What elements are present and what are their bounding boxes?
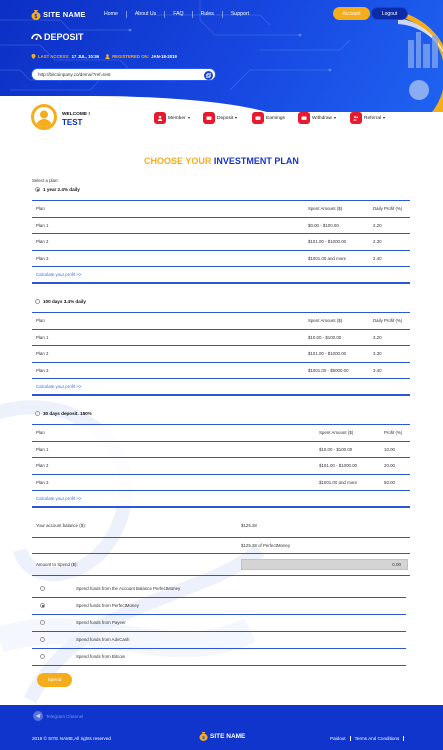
table-header-profit: Profit (%) bbox=[380, 425, 410, 442]
balance-label: Your account balance ($): bbox=[32, 515, 237, 537]
plan-option-1[interactable] bbox=[35, 187, 80, 192]
cell: $101.00 - $1000.00 bbox=[315, 458, 380, 475]
table-header-plan: Plan bbox=[32, 201, 304, 218]
cell: 3.30 bbox=[369, 346, 410, 363]
footer-site-name: SITE NAME bbox=[210, 732, 246, 740]
cell: 2.40 bbox=[369, 250, 410, 267]
cell: 3.40 bbox=[369, 362, 410, 379]
menu-deposit[interactable] bbox=[203, 112, 237, 124]
spend-option-row[interactable] bbox=[32, 597, 406, 614]
spend-option-row[interactable] bbox=[32, 648, 406, 665]
svg-text:$: $ bbox=[34, 13, 38, 20]
copyright: 2019 © SITE NAME,All rights reserved bbox=[32, 736, 111, 741]
table-row bbox=[32, 362, 410, 379]
cell: Plan 1 bbox=[32, 217, 304, 234]
site-name: SITE NAME bbox=[43, 10, 86, 19]
table-row bbox=[32, 234, 410, 251]
spend-option-radio[interactable] bbox=[40, 603, 45, 608]
menu-withdraw[interactable] bbox=[298, 112, 336, 124]
calculate-profit-link[interactable]: Calculate your profit >> bbox=[32, 267, 410, 284]
table-header-row bbox=[32, 313, 410, 330]
withdraw-icon bbox=[298, 112, 310, 124]
footer-links bbox=[330, 736, 404, 741]
last-access-label: LAST ACCESS: bbox=[38, 54, 70, 59]
cell: Plan 3 bbox=[32, 250, 304, 267]
earnings-icon bbox=[252, 112, 264, 124]
location-pin-icon bbox=[31, 54, 36, 59]
menu-earnings-label: Earnings bbox=[266, 115, 285, 121]
plan-1-table bbox=[32, 200, 410, 284]
spend-option-radio[interactable] bbox=[40, 654, 45, 659]
cell: $101.00 - $1000.00 bbox=[304, 234, 369, 251]
plan-2-table bbox=[32, 312, 410, 396]
page-title bbox=[31, 31, 84, 42]
plan-3-title: 30 days deposit. 150% bbox=[43, 411, 92, 416]
logout-button[interactable]: Logout bbox=[371, 7, 408, 20]
table-header-amount: Spent Amount ($) bbox=[304, 201, 369, 218]
cell: Plan 2 bbox=[32, 346, 304, 363]
table-row bbox=[32, 458, 410, 475]
cell: $1001.00 and more bbox=[304, 250, 369, 267]
nav-faq[interactable]: FAQ bbox=[165, 11, 192, 18]
cell: $0.00 - $100.00 bbox=[304, 217, 369, 234]
spend-option-radio[interactable] bbox=[40, 637, 45, 642]
username: TEST bbox=[62, 118, 83, 127]
spend-option-label: Spend funds from the Account Balance PerfectMoney bbox=[76, 580, 406, 597]
decorative-city-graphic bbox=[362, 10, 443, 112]
balance-row bbox=[32, 515, 410, 537]
table-row bbox=[32, 329, 410, 346]
chevron-down-icon bbox=[188, 117, 190, 119]
menu-referral-label: Referral bbox=[364, 115, 382, 121]
chevron-down-icon bbox=[334, 117, 336, 119]
spend-button[interactable]: Spend bbox=[37, 673, 72, 687]
plan-option-3[interactable] bbox=[35, 411, 92, 416]
cell: $10.00 - $100.00 bbox=[304, 329, 369, 346]
menu-earnings[interactable] bbox=[252, 112, 285, 124]
calculate-profit-link[interactable]: Calculate your profit >> bbox=[32, 491, 410, 508]
last-access-value: 17 JUL, 10:36 bbox=[71, 54, 100, 59]
referral-icon bbox=[350, 112, 362, 124]
page-title-text: DEPOSIT bbox=[44, 31, 84, 42]
chevron-down-icon bbox=[235, 117, 237, 119]
heading-part1: CHOOSE YOUR bbox=[144, 156, 212, 166]
cell: 2.30 bbox=[369, 234, 410, 251]
table-row bbox=[32, 267, 410, 284]
site-logo[interactable] bbox=[31, 9, 86, 20]
telegram-channel-link[interactable] bbox=[33, 711, 83, 721]
cell: $1001.00 - $5000.00 bbox=[304, 362, 369, 379]
cell: 3.20 bbox=[369, 329, 410, 346]
spend-option-row[interactable] bbox=[32, 614, 406, 631]
spend-option-label: Spend funds from PerfectMoney bbox=[76, 597, 406, 614]
referral-link-field[interactable] bbox=[31, 68, 216, 81]
select-plan-label: Select a plan: bbox=[32, 178, 59, 183]
plan-option-2[interactable] bbox=[35, 299, 86, 304]
member-icon bbox=[154, 112, 166, 124]
footer-link-terms[interactable]: Terms And Conditions bbox=[351, 736, 405, 741]
plan-3-radio[interactable] bbox=[35, 411, 40, 416]
plan-2-radio[interactable] bbox=[35, 299, 40, 304]
cell: 2.20 bbox=[369, 217, 410, 234]
table-header-row bbox=[32, 201, 410, 218]
access-info bbox=[31, 54, 177, 59]
table-header-plan: Plan bbox=[32, 425, 315, 442]
spend-option-row[interactable] bbox=[32, 631, 406, 648]
dashboard-gauge-icon bbox=[31, 31, 42, 42]
cell: Plan 1 bbox=[32, 441, 315, 458]
referral-link-text: http://bitcoinpany.co/demo/?ref=test bbox=[38, 72, 111, 77]
chevron-down-icon bbox=[383, 117, 385, 119]
cell: Plan 1 bbox=[32, 329, 304, 346]
spend-option-radio[interactable] bbox=[40, 586, 45, 591]
cell: $1001.00 and more bbox=[315, 474, 380, 491]
plan-3-table bbox=[32, 424, 410, 508]
balance-value: $125.28 bbox=[237, 515, 410, 537]
nav-about-us[interactable]: About Us bbox=[127, 11, 165, 18]
user-avatar-icon bbox=[34, 107, 54, 127]
avatar bbox=[31, 104, 57, 130]
plan-1-title: 1 year 2.4% daily bbox=[43, 187, 80, 192]
cell: 20.00 bbox=[380, 458, 410, 475]
cell: 50.00 bbox=[380, 474, 410, 491]
table-header-amount: Spent Amount ($) bbox=[304, 313, 369, 330]
welcome-label: WELCOME ! bbox=[62, 112, 90, 117]
table-header-profit: Daily Profit (%) bbox=[369, 313, 410, 330]
footer-link-paidout[interactable]: Paidout bbox=[330, 736, 351, 741]
cell: $10.00 - $100.00 bbox=[315, 441, 380, 458]
top-nav bbox=[96, 11, 257, 18]
telegram-label: Telegram Channel bbox=[46, 713, 84, 719]
table-row bbox=[32, 217, 410, 234]
spend-option-label: Spend funds from AdvCash bbox=[76, 631, 406, 648]
cell: 10.00 bbox=[380, 441, 410, 458]
registered-label: REGISTERED ON: bbox=[112, 54, 150, 59]
nav-home[interactable]: Home bbox=[96, 11, 127, 18]
calculate-profit-link[interactable]: Calculate your profit >> bbox=[32, 379, 410, 396]
money-bag-icon bbox=[199, 731, 208, 741]
table-row bbox=[32, 250, 410, 267]
spend-option-label: Spend funds from Bitcoin bbox=[76, 648, 406, 665]
spend-option-row[interactable] bbox=[32, 580, 406, 597]
copy-icon[interactable] bbox=[204, 71, 213, 80]
amount-label: Amount to Spend ($): bbox=[32, 553, 237, 575]
table-row bbox=[32, 441, 410, 458]
account-button[interactable]: Account bbox=[333, 7, 370, 20]
user-icon bbox=[105, 54, 110, 59]
menu-withdraw-label: Withdraw bbox=[312, 115, 332, 121]
table-header-amount: Spent Amount ($) bbox=[315, 425, 380, 442]
registered-value: JAN-18-2019 bbox=[151, 54, 177, 59]
table-row bbox=[32, 346, 410, 363]
spend-option-label: Spend funds from Payeer bbox=[76, 614, 406, 631]
heading-part2: INVESTMENT PLAN bbox=[213, 156, 299, 166]
table-header-profit: Daily Profit (%) bbox=[369, 201, 410, 218]
spend-options bbox=[32, 580, 406, 666]
section-heading bbox=[0, 156, 443, 166]
plan-2-title: 100 days 3.4% daily bbox=[43, 299, 86, 304]
table-row bbox=[32, 474, 410, 491]
cell: Plan 3 bbox=[32, 362, 304, 379]
menu-member-label: Member bbox=[168, 115, 186, 121]
table-header-plan: Plan bbox=[32, 313, 304, 330]
amount-row bbox=[32, 553, 410, 575]
menu-member[interactable] bbox=[154, 112, 190, 124]
cell: $101.00 - $1000.00 bbox=[304, 346, 369, 363]
table-header-row bbox=[32, 425, 410, 442]
balance-detail-row bbox=[32, 537, 410, 553]
deposit-icon bbox=[203, 112, 215, 124]
money-bag-icon bbox=[31, 9, 41, 20]
cell: Plan 2 bbox=[32, 458, 315, 475]
menu-referral[interactable] bbox=[350, 112, 385, 124]
cell: Plan 3 bbox=[32, 474, 315, 491]
svg-text:$: $ bbox=[202, 734, 205, 740]
nav-rules[interactable]: Rules bbox=[193, 11, 223, 18]
balance-table bbox=[32, 515, 410, 576]
table-row bbox=[32, 379, 410, 396]
table-row bbox=[32, 491, 410, 508]
balance-detail: $125.28 of PerfectMoney bbox=[237, 537, 410, 553]
nav-support[interactable]: Support bbox=[230, 11, 250, 17]
footer-logo[interactable] bbox=[199, 731, 245, 741]
spend-option-radio[interactable] bbox=[40, 620, 45, 625]
cell: Plan 2 bbox=[32, 234, 304, 251]
menu-deposit-label: Deposit bbox=[217, 115, 234, 121]
telegram-icon bbox=[33, 711, 43, 721]
amount-input[interactable]: 0.00 bbox=[241, 559, 408, 570]
plan-1-radio[interactable] bbox=[35, 187, 40, 192]
